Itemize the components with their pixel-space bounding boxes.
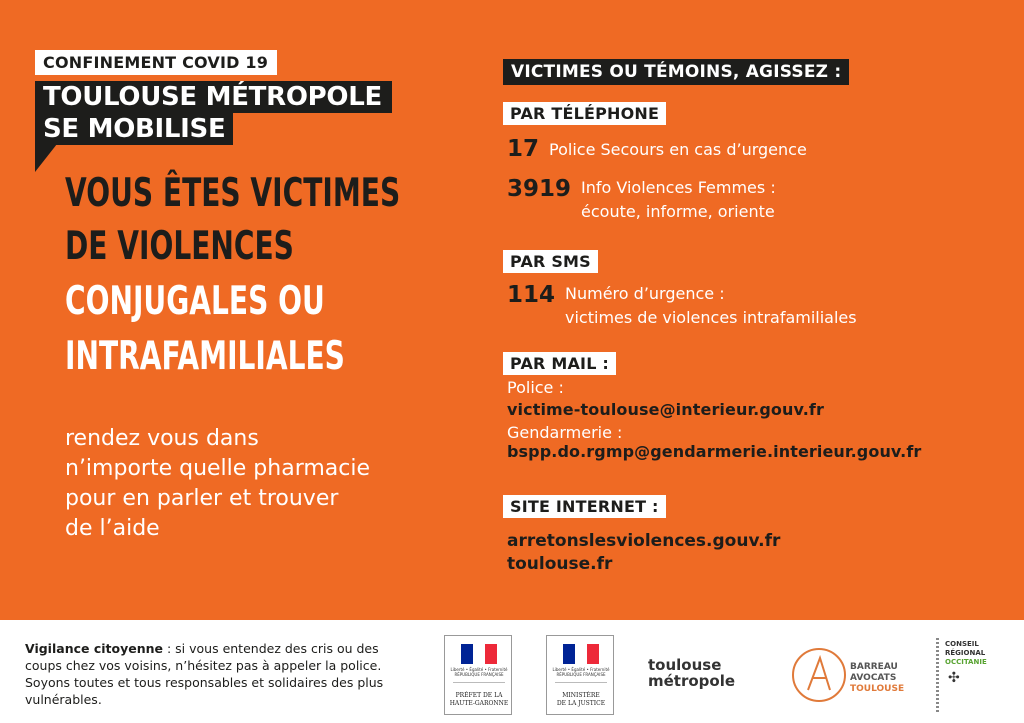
prefet-motto: Liberté • Égalité • Fraternité RÉPUBLIQUE FRANÇAISE	[450, 667, 508, 677]
web-label: SITE INTERNET :	[503, 495, 666, 518]
police-mail-link[interactable]: victime-toulouse@interieur.gouv.fr	[507, 400, 824, 419]
vigilance-title: Vigilance citoyenne	[25, 641, 163, 656]
barreau-logo: BARREAU AVOCATS TOULOUSE	[792, 648, 912, 704]
phone-3919-desc1: Info Violences Femmes :	[581, 178, 776, 197]
barreau-emblem-icon	[792, 648, 846, 702]
metropole-tag-line1: TOULOUSE MÉTROPOLE	[35, 81, 392, 113]
prefet-office: PRÉFET DE LA HAUTE-GARONNE	[449, 692, 509, 707]
phone-label: PAR TÉLÉPHONE	[503, 102, 666, 125]
vigilance-notice	[25, 640, 425, 708]
vigilance-line1: : si vous entendez des cris ou des	[163, 641, 379, 656]
headline-line1: VOUS ÊTES VICTIMES	[65, 171, 401, 216]
phone-3919-row	[507, 176, 776, 224]
justice-logo	[546, 635, 614, 715]
pharmacy-line3: pour en parler et trouver	[65, 486, 339, 511]
vigilance-line4: vulnérables.	[25, 692, 102, 707]
justice-office: MINISTÈRE DE LA JUSTICE	[556, 692, 606, 707]
website-link-arretons[interactable]: arretonslesviolences.gouv.fr	[507, 531, 781, 551]
sms-label: PAR SMS	[503, 250, 598, 273]
justice-motto: Liberté • Égalité • Fraternité RÉPUBLIQUE FRANÇAISE	[552, 667, 610, 677]
occitan-cross-icon: ✣	[948, 670, 960, 686]
pharmacy-line2: n’importe quelle pharmacie	[65, 456, 371, 481]
vigilance-line3: Soyons toutes et tous responsables et solidaires des plus	[25, 675, 384, 690]
headline-line4: INTRAFAMILIALES	[65, 334, 345, 379]
sms-114-row	[507, 282, 857, 330]
phone-17-row	[507, 136, 807, 162]
region-occitanie-logo: CONSEIL RÉGIONAL OCCITANIE ✣	[936, 638, 1016, 714]
speech-bubble-tail	[35, 144, 57, 172]
covid-tag: CONFINEMENT COVID 19	[35, 50, 277, 75]
pharmacy-line1: rendez vous dans	[65, 426, 259, 451]
gendarmerie-mail-label: Gendarmerie :	[507, 423, 623, 442]
prefet-logo	[444, 635, 512, 715]
sms-desc1: Numéro d’urgence :	[565, 284, 725, 303]
website-link-toulouse[interactable]: toulouse.fr	[507, 554, 613, 574]
mail-label: PAR MAIL :	[503, 352, 616, 375]
marianne-flag-icon	[563, 644, 599, 664]
phone-number-17[interactable]: 17	[507, 136, 540, 162]
contacts-title: VICTIMES OU TÉMOINS, AGISSEZ :	[503, 59, 849, 85]
gendarmerie-mail-link[interactable]: bspp.do.rgmp@gendarmerie.interieur.gouv.fr	[507, 442, 922, 461]
marianne-flag-icon	[461, 644, 497, 664]
phone-3919-desc2: écoute, informe, oriente	[581, 202, 775, 221]
metropole-tag-line2: SE MOBILISE	[35, 113, 233, 145]
pharmacy-line4: de l’aide	[65, 516, 160, 541]
vigilance-line2: coups chez vos voisins, n’hésitez pas à appeler la police.	[25, 658, 382, 673]
headline-line3: CONJUGALES OU	[65, 279, 325, 324]
toulouse-metropole-logo: toulouse métropole	[648, 656, 736, 690]
pharmacy-message	[65, 424, 465, 544]
headline-line2: DE VIOLENCES	[65, 224, 294, 269]
phone-number-3919[interactable]: 3919	[507, 176, 572, 202]
phone-17-desc: Police Secours en cas d’urgence	[549, 140, 807, 159]
sms-number-114[interactable]: 114	[507, 282, 556, 308]
sms-desc2: victimes de violences intrafamiliales	[565, 308, 857, 327]
police-mail-label: Police :	[507, 378, 564, 397]
